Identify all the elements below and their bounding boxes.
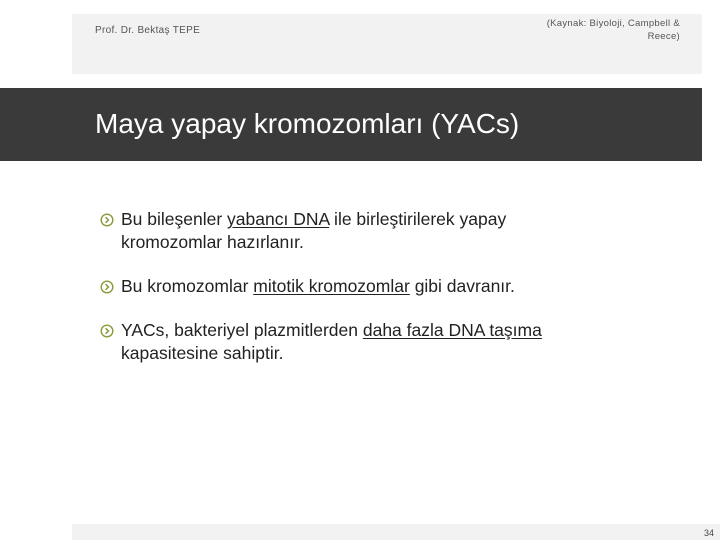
bullet-item-1 bbox=[100, 208, 640, 254]
circled-chevron-icon bbox=[100, 324, 114, 338]
circled-chevron-icon bbox=[100, 280, 114, 294]
bullet-3-text-pre: YACs, bakteriyel plazmitlerden bbox=[121, 320, 363, 340]
bullet-3-text-underlined: daha fazla DNA taşıma bbox=[362, 320, 542, 340]
bullet-3-text-line2: kapasitesine sahiptir. bbox=[121, 343, 284, 363]
bullet-1-text-underlined: yabancı DNA bbox=[227, 209, 330, 229]
footer-band bbox=[72, 524, 720, 540]
source-line-2: Reece) bbox=[647, 31, 680, 42]
page-number: 34 bbox=[703, 528, 714, 538]
slide-title: Maya yapay kromozomları (YACs) bbox=[95, 108, 520, 139]
bullet-2-text-underlined: mitotik kromozomlar bbox=[253, 276, 410, 296]
bullet-2-text-post: gibi davranır. bbox=[409, 276, 515, 296]
source-line-1: (Kaynak: Biyoloji, Campbell & bbox=[546, 18, 680, 29]
circled-chevron-icon bbox=[100, 213, 114, 227]
bullet-item-2 bbox=[100, 275, 640, 298]
author-label: Prof. Dr. Bektaş TEPE bbox=[95, 25, 201, 36]
bullet-1-text-post: ile birleştirilerek yapay bbox=[329, 209, 507, 229]
bullet-item-3 bbox=[100, 319, 640, 365]
source-citation bbox=[480, 17, 680, 43]
bullet-1-text-line2: kromozomlar hazırlanır. bbox=[121, 232, 304, 252]
bullet-1-text-pre: Bu bileşenler bbox=[121, 209, 228, 229]
bullet-2-text-pre: Bu kromozomlar bbox=[121, 276, 254, 296]
bullet-list bbox=[100, 208, 640, 386]
